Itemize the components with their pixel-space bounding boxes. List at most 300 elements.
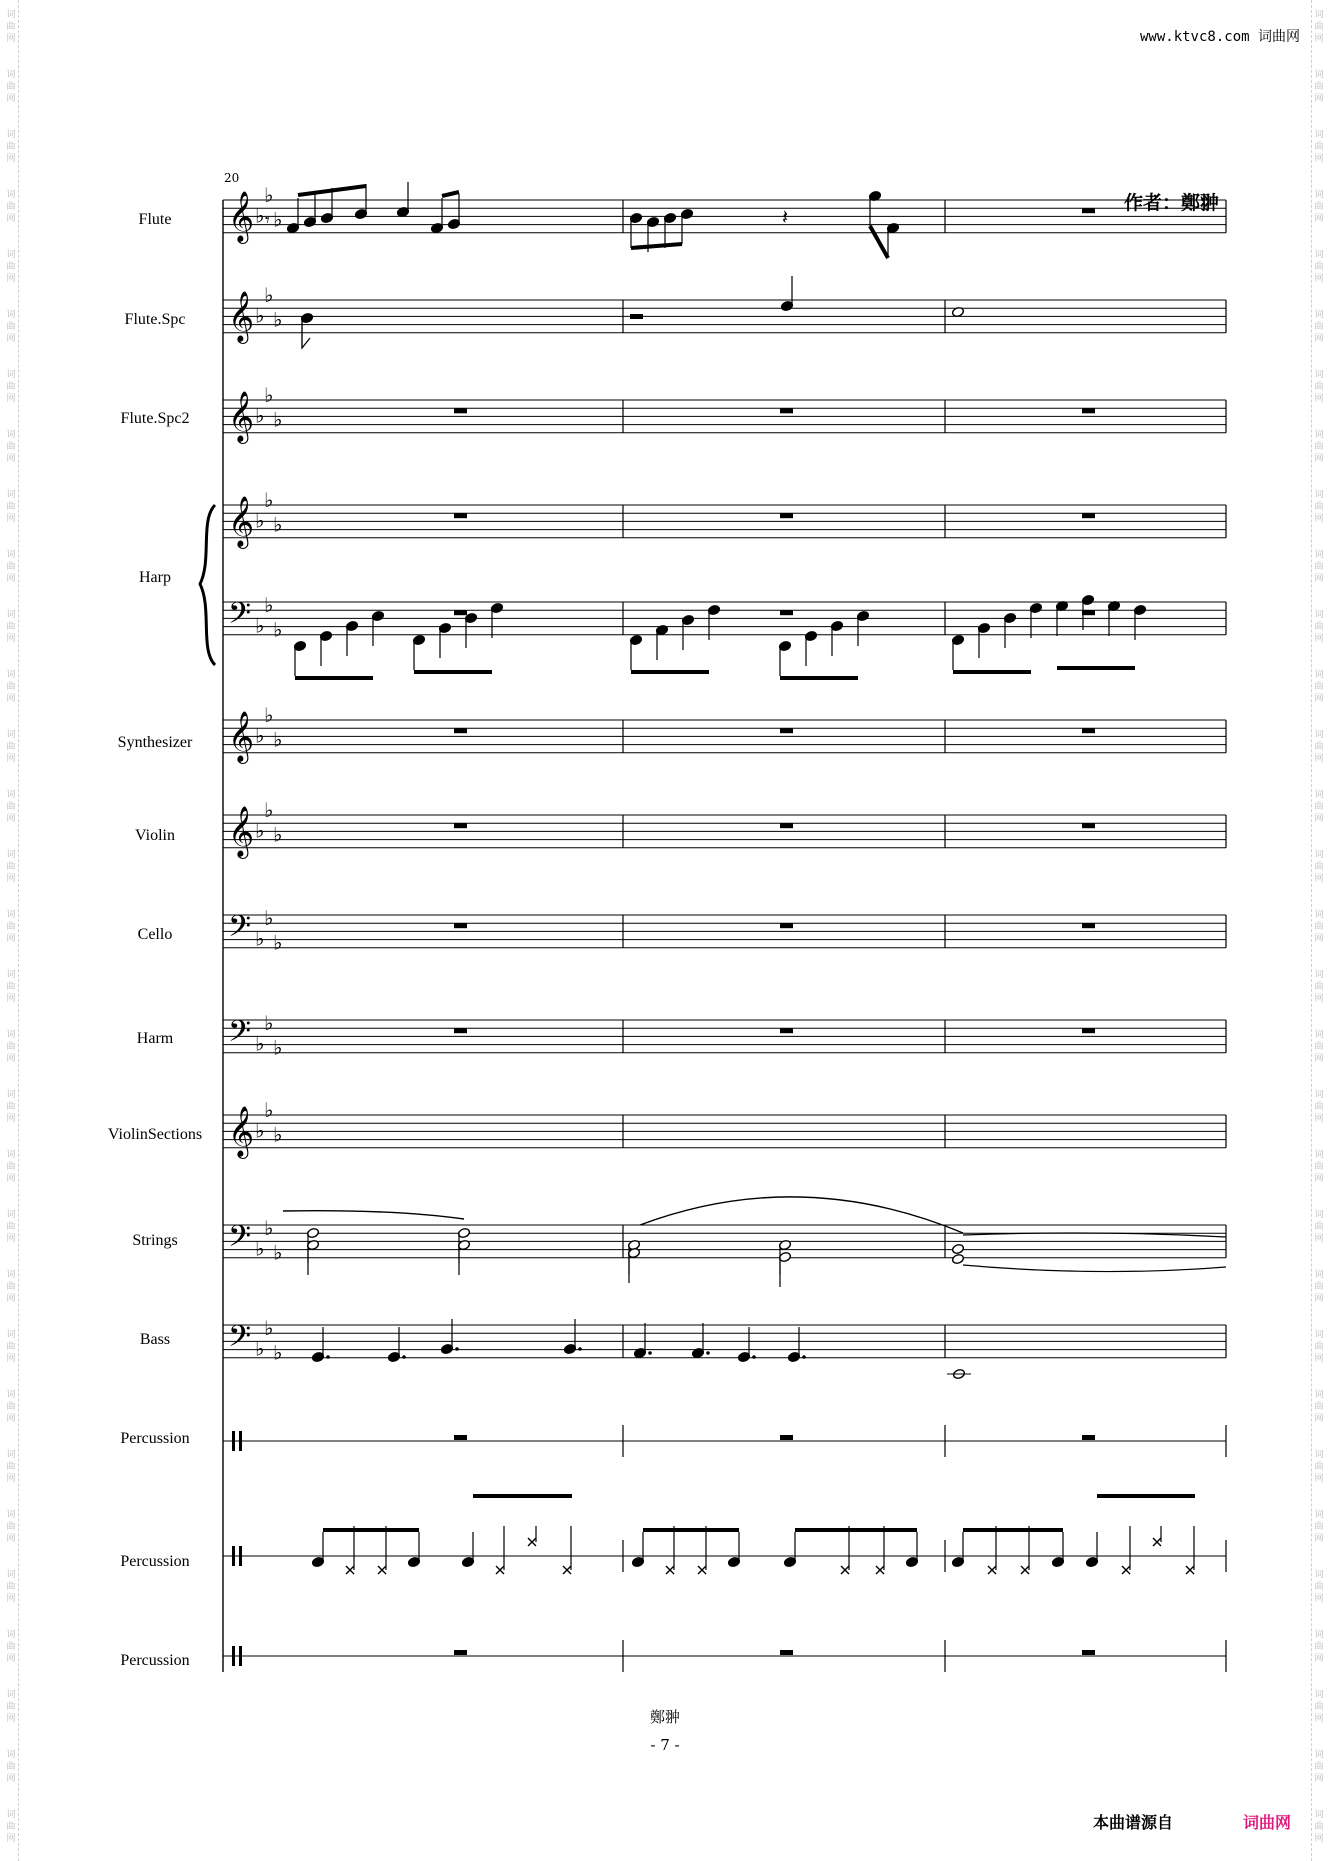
watermark-glyph: 曲 — [1314, 1642, 1324, 1652]
dot — [455, 1347, 459, 1351]
footer-song-name: 鄭翀 — [649, 1708, 680, 1726]
watermark-glyph: 曲 — [6, 202, 16, 212]
watermark-glyph: 词 — [1314, 1390, 1324, 1400]
watermark-glyph: 词 — [6, 610, 16, 620]
treble-clef-icon: 𝄞 — [228, 391, 255, 442]
bass-clef-icon: 𝄢 — [228, 597, 252, 638]
watermark-glyph: 网 — [1314, 274, 1324, 284]
whole-rest — [1082, 408, 1095, 413]
flat-icon: ♭ — [273, 512, 283, 537]
flat-icon: ♭ — [255, 1236, 265, 1261]
watermark-glyph: 网 — [6, 454, 16, 464]
watermark-glyph: 词 — [6, 1270, 16, 1280]
flat-icon: ♭ — [255, 1336, 265, 1361]
watermark-glyph: 词 — [6, 1330, 16, 1340]
watermark-glyph: 网 — [6, 1414, 16, 1424]
flat-icon: ♭ — [273, 727, 283, 752]
watermark-glyph: 曲 — [1314, 1462, 1324, 1472]
watermark-glyph: 网 — [1314, 634, 1324, 644]
quarter-rest-icon: 𝄽 — [782, 205, 789, 229]
eighth-rest-icon: 𝄾 — [265, 210, 270, 231]
dot — [648, 1351, 652, 1355]
flat-icon: ♭ — [264, 182, 274, 207]
watermark-glyph: 词 — [6, 250, 16, 260]
watermark-glyph: 词 — [1314, 730, 1324, 740]
author-credit: 作者：鄭翀 — [1124, 192, 1220, 214]
instrument-label-cello: Cello — [137, 926, 173, 943]
watermark-glyph: 网 — [6, 1714, 16, 1724]
watermark-glyph: 曲 — [6, 442, 16, 452]
whole-rest — [454, 1435, 467, 1440]
watermark-glyph: 曲 — [1314, 1282, 1324, 1292]
instrument-label-percussion-1: Percussion — [120, 1430, 190, 1447]
watermark-glyph: 网 — [1314, 1294, 1324, 1304]
watermark-glyph: 曲 — [1314, 922, 1324, 932]
watermark-glyph: 词 — [6, 1390, 16, 1400]
whole-rest — [454, 408, 467, 413]
cross-notehead-icon — [496, 1566, 504, 1574]
flat-icon: ♭ — [273, 407, 283, 432]
watermark-glyph: 网 — [1314, 214, 1324, 224]
treble-clef-icon: 𝄞 — [228, 291, 255, 342]
watermark-glyph: 网 — [1314, 1114, 1324, 1124]
watermark-glyph: 网 — [6, 1594, 16, 1604]
watermark-glyph: 词 — [6, 310, 16, 320]
watermark-glyph: 网 — [6, 214, 16, 224]
watermark-glyph: 词 — [1314, 910, 1324, 920]
watermark-glyph: 词 — [6, 370, 16, 380]
whole-rest — [780, 1028, 793, 1033]
bass-clef-icon: 𝄢 — [228, 1015, 252, 1056]
whole-rest — [454, 728, 467, 733]
watermark-glyph: 曲 — [1314, 22, 1324, 32]
percussion-clef-icon — [232, 1546, 235, 1566]
watermark-glyph: 网 — [1314, 814, 1324, 824]
watermark-glyph: 词 — [1314, 250, 1324, 260]
flat-icon: ♭ — [255, 303, 265, 328]
watermark-glyph: 网 — [6, 874, 16, 884]
watermark-glyph: 词 — [6, 670, 16, 680]
treble-clef-icon: 𝄞 — [228, 806, 255, 857]
watermark-glyph: 词 — [1314, 1810, 1324, 1820]
watermark-glyph: 网 — [6, 574, 16, 584]
watermark-glyph: 曲 — [1314, 322, 1324, 332]
watermark-glyph: 曲 — [6, 1582, 16, 1592]
watermark-glyph: 网 — [6, 94, 16, 104]
whole-rest — [1082, 610, 1095, 615]
whole-rest — [780, 513, 793, 518]
watermark-glyph: 词 — [1314, 1630, 1324, 1640]
watermark-glyph: 词 — [6, 550, 16, 560]
flat-icon: ♭ — [255, 723, 265, 748]
watermark-glyph: 词 — [6, 130, 16, 140]
watermark-glyph: 曲 — [1314, 262, 1324, 272]
watermark-glyph: 词 — [1314, 1270, 1324, 1280]
cross-notehead-icon — [698, 1566, 706, 1574]
flat-icon: ♭ — [255, 1031, 265, 1056]
watermark-glyph: 词 — [6, 1570, 16, 1580]
note-beam — [442, 192, 459, 196]
whole-rest — [780, 610, 793, 615]
watermark-glyph: 曲 — [6, 622, 16, 632]
whole-rest — [454, 1650, 467, 1655]
watermark-glyph: 曲 — [1314, 1102, 1324, 1112]
watermark-glyph: 词 — [1314, 1030, 1324, 1040]
slur — [640, 1197, 963, 1233]
watermark-glyph: 词 — [6, 1150, 16, 1160]
watermark-glyph: 网 — [6, 634, 16, 644]
site-url[interactable]: www.ktvc8.com 词曲网 — [1139, 29, 1300, 45]
watermark-glyph: 词 — [6, 1510, 16, 1520]
watermark-glyph: 词 — [6, 1210, 16, 1220]
brand-logo-text[interactable]: 词曲网 — [1243, 1813, 1292, 1832]
watermark-glyph: 词 — [6, 70, 16, 80]
instrument-label-harm: Harm — [136, 1030, 174, 1047]
watermark-glyph: 网 — [6, 1234, 16, 1244]
watermark-glyph: 曲 — [1314, 802, 1324, 812]
watermark-glyph: 曲 — [1314, 862, 1324, 872]
measure-number: 20 — [224, 171, 240, 185]
watermark-glyph: 词 — [6, 1630, 16, 1640]
cross-notehead-icon — [841, 1566, 849, 1574]
watermark-glyph: 曲 — [6, 982, 16, 992]
dot — [326, 1355, 330, 1359]
dot — [578, 1347, 582, 1351]
instrument-label-bass: Bass — [139, 1331, 171, 1348]
flat-icon: ♭ — [273, 822, 283, 847]
whole-rest — [1082, 513, 1095, 518]
dot — [706, 1351, 710, 1355]
instrument-label-synthesizer: Synthesizer — [117, 734, 193, 751]
whole-rest — [1082, 1028, 1095, 1033]
watermark-glyph: 网 — [1314, 1714, 1324, 1724]
instrument-label-percussion-3: Percussion — [120, 1652, 190, 1669]
watermark-glyph: 曲 — [1314, 562, 1324, 572]
watermark-glyph: 网 — [6, 1534, 16, 1544]
flat-icon: ♭ — [255, 203, 265, 228]
watermark-glyph: 网 — [1314, 934, 1324, 944]
watermark-glyph: 网 — [1314, 154, 1324, 164]
watermark-glyph: 网 — [1314, 994, 1324, 1004]
watermark-glyph: 曲 — [6, 1162, 16, 1172]
watermark-glyph: 词 — [1314, 790, 1324, 800]
flat-icon: ♭ — [264, 487, 274, 512]
watermark-glyph: 曲 — [1314, 1822, 1324, 1832]
watermark-glyph: 网 — [1314, 1534, 1324, 1544]
watermark-glyph: 网 — [1314, 334, 1324, 344]
watermark-glyph: 曲 — [6, 1222, 16, 1232]
watermark-glyph: 词 — [6, 1450, 16, 1460]
watermark-glyph: 网 — [1314, 1354, 1324, 1364]
watermark-glyph: 曲 — [6, 22, 16, 32]
flat-icon: ♭ — [273, 1122, 283, 1147]
whole-rest — [1082, 728, 1095, 733]
watermark-glyph: 词 — [1314, 70, 1324, 80]
watermark-glyph: 词 — [1314, 670, 1324, 680]
watermark-glyph: 网 — [1314, 1234, 1324, 1244]
watermark-glyph: 网 — [1314, 874, 1324, 884]
watermark-glyph: 词 — [1314, 130, 1324, 140]
watermark-glyph: 网 — [1314, 514, 1324, 524]
flat-icon: ♭ — [255, 926, 265, 951]
flat-icon: ♭ — [273, 207, 283, 232]
watermark-glyph: 网 — [1314, 574, 1324, 584]
watermark-glyph: 词 — [1314, 1750, 1324, 1760]
watermark-glyph: 曲 — [6, 382, 16, 392]
watermark-glyph: 网 — [6, 994, 16, 1004]
flat-icon: ♭ — [264, 1011, 274, 1036]
tie — [963, 1265, 1226, 1272]
whole-rest — [1082, 823, 1095, 828]
flat-icon: ♭ — [264, 382, 274, 407]
watermark-glyph: 曲 — [6, 562, 16, 572]
watermark-glyph: 网 — [1314, 1174, 1324, 1184]
watermark-glyph: 网 — [1314, 1834, 1324, 1844]
watermark-glyph: 网 — [6, 274, 16, 284]
treble-clef-icon: 𝄞 — [228, 496, 255, 547]
watermark-glyph: 词 — [1314, 1090, 1324, 1100]
watermark-glyph: 网 — [6, 1354, 16, 1364]
harp-brace-icon — [200, 505, 215, 665]
percussion-clef-icon — [239, 1546, 242, 1566]
percussion-clef-icon — [232, 1646, 235, 1666]
watermark-glyph: 词 — [1314, 1450, 1324, 1460]
watermark-glyph: 网 — [6, 154, 16, 164]
flat-icon: ♭ — [273, 1240, 283, 1265]
flat-icon: ♭ — [255, 403, 265, 428]
flat-icon: ♭ — [255, 1118, 265, 1143]
watermark-glyph: 词 — [6, 490, 16, 500]
watermark-glyph: 曲 — [6, 1042, 16, 1052]
watermark-glyph: 词 — [1314, 1330, 1324, 1340]
watermark-glyph: 曲 — [6, 922, 16, 932]
cross-notehead-icon — [1122, 1566, 1130, 1574]
watermark-glyph: 曲 — [6, 82, 16, 92]
watermark-glyph: 曲 — [1314, 682, 1324, 692]
watermark-glyph: 网 — [1314, 94, 1324, 104]
watermark-glyph: 网 — [1314, 454, 1324, 464]
watermark-glyph: 词 — [1314, 1510, 1324, 1520]
bass-clef-icon: 𝄢 — [228, 1320, 252, 1361]
source-label: 本曲谱源自 — [1093, 1813, 1174, 1832]
cross-notehead-icon — [1021, 1566, 1029, 1574]
cross-notehead-icon — [1186, 1566, 1194, 1574]
whole-rest — [780, 408, 793, 413]
watermark-glyph: 网 — [6, 754, 16, 764]
watermark-glyph: 词 — [1314, 1150, 1324, 1160]
bass-clef-icon: 𝄢 — [228, 910, 252, 951]
flat-icon: ♭ — [264, 797, 274, 822]
watermark-glyph: 曲 — [6, 862, 16, 872]
watermark-glyph: 曲 — [1314, 1162, 1324, 1172]
watermark-glyph: 网 — [6, 1114, 16, 1124]
watermark-glyph: 词 — [6, 850, 16, 860]
watermark-glyph: 网 — [6, 934, 16, 944]
watermark-glyph: 词 — [1314, 610, 1324, 620]
watermark-glyph: 网 — [6, 1654, 16, 1664]
cross-notehead-icon — [563, 1566, 571, 1574]
watermark-glyph: 曲 — [6, 682, 16, 692]
watermark-glyph: 网 — [6, 814, 16, 824]
watermark-glyph: 词 — [6, 910, 16, 920]
cross-notehead-icon — [346, 1566, 354, 1574]
cross-notehead-icon — [988, 1566, 996, 1574]
watermark-glyph: 曲 — [6, 1342, 16, 1352]
instrument-label-flute-spc: Flute.Spc — [124, 311, 186, 328]
watermark-glyph: 曲 — [6, 1462, 16, 1472]
watermark-glyph: 曲 — [6, 1642, 16, 1652]
flat-icon: ♭ — [264, 1216, 274, 1241]
watermark-glyph: 网 — [6, 514, 16, 524]
watermark-glyph: 词 — [1314, 1570, 1324, 1580]
dot — [752, 1355, 756, 1359]
watermark-glyph: 网 — [6, 1474, 16, 1484]
bass-clef-icon: 𝄢 — [228, 1220, 252, 1261]
flat-icon: ♭ — [264, 702, 274, 727]
watermark-glyph: 网 — [6, 394, 16, 404]
watermark-glyph: 曲 — [6, 742, 16, 752]
watermark-glyph: 词 — [6, 1750, 16, 1760]
watermark-glyph: 词 — [6, 1030, 16, 1040]
watermark-glyph: 词 — [1314, 1690, 1324, 1700]
instrument-label-percussion-2: Percussion — [120, 1553, 190, 1570]
dot — [802, 1355, 806, 1359]
watermark-glyph: 词 — [6, 970, 16, 980]
watermark-glyph: 词 — [1314, 850, 1324, 860]
flat-icon: ♭ — [273, 617, 283, 642]
instrument-label-strings: Strings — [132, 1232, 178, 1249]
instrument-label-flute-spc2: Flute.Spc2 — [120, 410, 190, 427]
watermark-glyph: 曲 — [6, 1282, 16, 1292]
percussion-clef-icon — [239, 1646, 242, 1666]
watermark-glyph: 网 — [6, 694, 16, 704]
whole-rest — [780, 1435, 793, 1440]
flat-icon: ♭ — [273, 1035, 283, 1060]
watermark-glyph: 曲 — [1314, 202, 1324, 212]
whole-rest — [454, 610, 467, 615]
dot — [402, 1355, 406, 1359]
flat-icon: ♭ — [264, 593, 274, 618]
watermark-glyph: 曲 — [1314, 1402, 1324, 1412]
watermark-glyph: 词 — [6, 1690, 16, 1700]
watermark-glyph: 曲 — [1314, 622, 1324, 632]
flat-icon: ♭ — [273, 930, 283, 955]
watermark-glyph: 曲 — [1314, 1762, 1324, 1772]
whole-rest — [454, 823, 467, 828]
whole-rest — [780, 823, 793, 828]
whole-rest — [454, 923, 467, 928]
watermark-glyph: 曲 — [6, 142, 16, 152]
watermark-glyph: 网 — [6, 334, 16, 344]
whole-rest — [780, 923, 793, 928]
watermark-glyph: 曲 — [6, 1762, 16, 1772]
instrument-label-violin: Violin — [135, 827, 175, 844]
treble-clef-icon: 𝄞 — [228, 191, 255, 242]
watermark-glyph: 曲 — [6, 1822, 16, 1832]
watermark-glyph: 网 — [6, 1174, 16, 1184]
watermark-glyph: 词 — [1314, 490, 1324, 500]
half-rest — [630, 314, 643, 319]
watermark-glyph: 网 — [6, 1774, 16, 1784]
whole-rest — [454, 1028, 467, 1033]
watermark-glyph: 曲 — [1314, 442, 1324, 452]
watermark-glyph: 网 — [6, 1834, 16, 1844]
cross-notehead-icon — [876, 1566, 884, 1574]
watermark-glyph: 网 — [6, 1294, 16, 1304]
watermark-glyph: 网 — [1314, 34, 1324, 44]
watermark-glyph: 曲 — [1314, 1042, 1324, 1052]
watermark-glyph: 词 — [6, 790, 16, 800]
watermark-glyph: 词 — [6, 190, 16, 200]
watermark-glyph: 曲 — [6, 1102, 16, 1112]
watermark-glyph: 词 — [1314, 430, 1324, 440]
watermark-glyph: 词 — [6, 730, 16, 740]
percussion-clef-icon — [232, 1431, 235, 1451]
watermark-glyph: 曲 — [1314, 1222, 1324, 1232]
cross-notehead-icon — [1153, 1538, 1161, 1546]
watermark-glyph: 网 — [1314, 1774, 1324, 1784]
watermark-glyph: 曲 — [1314, 382, 1324, 392]
flat-icon: ♭ — [264, 906, 274, 931]
watermark-glyph: 词 — [1314, 190, 1324, 200]
whole-rest — [780, 728, 793, 733]
watermark-glyph: 网 — [1314, 694, 1324, 704]
watermark-glyph: 网 — [6, 1054, 16, 1064]
watermark-glyph: 词 — [1314, 310, 1324, 320]
watermark-glyph: 网 — [1314, 754, 1324, 764]
watermark-glyph: 曲 — [6, 502, 16, 512]
watermark-glyph: 网 — [1314, 1054, 1324, 1064]
cross-notehead-icon — [378, 1566, 386, 1574]
flat-icon: ♭ — [273, 307, 283, 332]
whole-rest — [780, 1650, 793, 1655]
watermark-glyph: 曲 — [6, 1402, 16, 1412]
watermark-glyph: 网 — [1314, 1414, 1324, 1424]
watermark-glyph: 网 — [1314, 1654, 1324, 1664]
flat-icon: ♭ — [264, 282, 274, 307]
watermark-glyph: 曲 — [1314, 142, 1324, 152]
watermark-glyph: 曲 — [6, 262, 16, 272]
watermark-glyph: 曲 — [1314, 502, 1324, 512]
watermark-glyph: 曲 — [6, 1702, 16, 1712]
watermark-glyph: 词 — [6, 430, 16, 440]
watermark-glyph: 曲 — [1314, 1582, 1324, 1592]
percussion-clef-icon — [239, 1431, 242, 1451]
watermark-glyph: 词 — [6, 1090, 16, 1100]
instrument-label-flute: Flute — [138, 211, 172, 228]
watermark-glyph: 曲 — [6, 802, 16, 812]
watermark-glyph: 曲 — [1314, 1522, 1324, 1532]
watermark-glyph: 曲 — [1314, 1342, 1324, 1352]
cross-notehead-icon — [666, 1566, 674, 1574]
flat-icon: ♭ — [264, 1097, 274, 1122]
whole-rest — [1082, 208, 1095, 213]
instrument-label-harp: Harp — [139, 569, 171, 586]
note-beam — [631, 244, 682, 248]
watermark-glyph: 词 — [6, 1810, 16, 1820]
flat-icon: ♭ — [255, 508, 265, 533]
flat-icon: ♭ — [273, 1340, 283, 1365]
watermark-glyph: 词 — [1314, 970, 1324, 980]
whole-rest — [1082, 1650, 1095, 1655]
watermark-glyph: 词 — [1314, 370, 1324, 380]
instrument-label-violin-sections: ViolinSections — [107, 1126, 203, 1143]
watermark-glyph: 词 — [1314, 1210, 1324, 1220]
whole-rest — [1082, 923, 1095, 928]
flat-icon: ♭ — [255, 818, 265, 843]
watermark-glyph: 曲 — [1314, 742, 1324, 752]
flat-icon: ♭ — [264, 1316, 274, 1341]
